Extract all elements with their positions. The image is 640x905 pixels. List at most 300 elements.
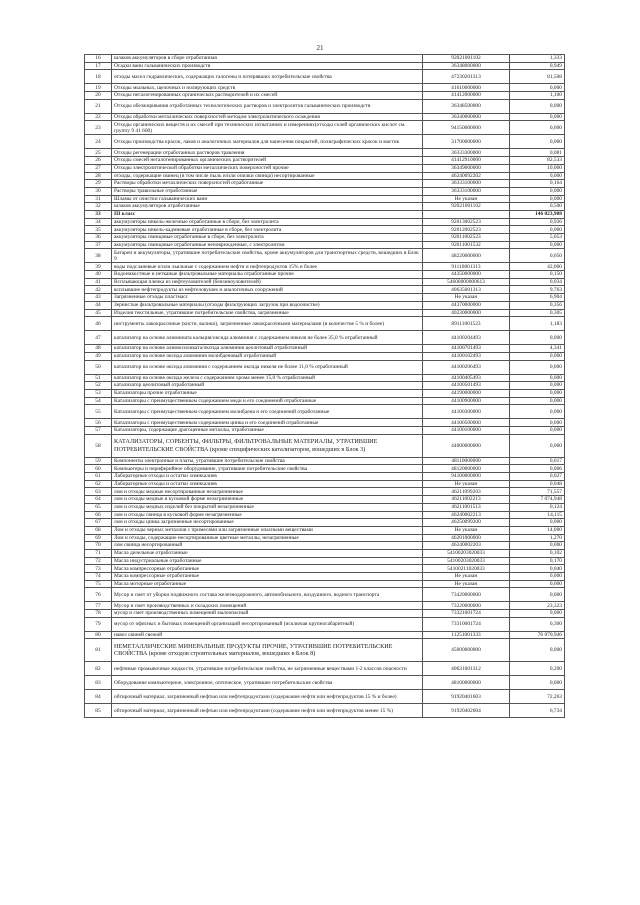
table-row	[85, 345, 565, 353]
waste-name: лом и отходы медные несортированные незагрязненные	[112, 488, 423, 496]
fkko-code: 73310001724	[423, 617, 510, 631]
waste-name: инструменты лакокрасочные (кисти, валики), загрязненные лакокрасочными материалами (в количестве 5 % и более)	[112, 317, 423, 331]
row-number: 80	[85, 631, 112, 639]
waste-name: Лабораторные отходы и остатки химикалиев	[112, 473, 423, 481]
row-number: 68	[85, 526, 112, 534]
fkko-code: 94150000000	[423, 121, 510, 135]
fkko-code: 44100701493	[423, 345, 510, 353]
waste-name: шлаков аккумуляторов в сборе отработанная	[112, 55, 423, 63]
table-row	[85, 419, 565, 427]
waste-amount: 146 023,908	[510, 210, 565, 218]
waste-amount: 0,300	[510, 617, 565, 631]
row-number: 53	[85, 389, 112, 397]
waste-name: катализатор цеолитовый отработанный	[112, 382, 423, 390]
waste-name: лом и отходы цинка загрязненные несортированные	[112, 519, 423, 527]
waste-name: Отходы регенерации отработанных растворов травления	[112, 149, 423, 157]
fkko-code: 94100000000	[423, 473, 510, 481]
fkko-code: 91920401603	[423, 690, 510, 704]
waste-amount: 0,006	[510, 465, 565, 473]
table-row	[85, 331, 565, 345]
row-number: 42	[85, 286, 112, 294]
waste-amount: 0,124	[510, 503, 565, 511]
waste-amount: 0,170	[510, 557, 565, 565]
row-number: 75	[85, 580, 112, 588]
row-number: 79	[85, 617, 112, 631]
waste-name: НЕМЕТАЛЛИЧЕСКИЕ МИНЕРАЛЬНЫЕ ПРОДУКТЫ ПРОЧИЕ, УТРАТИВШИЕ ПОТРЕБИТЕЛЬСКИЕ СВОЙСТВА (кроме отходов строительных материалов, вошедших в Блок 8)	[112, 639, 423, 662]
waste-amount: 0,034	[510, 278, 565, 286]
row-number: 45	[85, 309, 112, 317]
waste-name: Масла моторные отработанные	[112, 580, 423, 588]
waste-name: обтирочный материал, загрязненный нефтью или нефтепродуктами (содержание нефти или нефтепродуктов 15 % и более)	[112, 690, 423, 704]
row-number: 83	[85, 676, 112, 690]
waste-amount: 0,027	[510, 473, 565, 481]
waste-amount: 0,305	[510, 309, 565, 317]
row-number: 17	[85, 62, 112, 70]
fkko-code: 44100204493	[423, 331, 510, 345]
table-row	[85, 157, 565, 165]
row-number: 59	[85, 457, 112, 465]
waste-name: Батареи и аккумуляторы, утратившие потребительские свойства, кроме аккумуляторов для транспортных средств, вошедших в Блок 9	[112, 249, 423, 263]
waste-amount: 14,115	[510, 511, 565, 519]
row-number: 54	[85, 397, 112, 405]
table-row	[85, 286, 565, 294]
waste-name: лом свинца несортированный	[112, 542, 423, 550]
fkko-code: 46240002203	[423, 542, 510, 550]
waste-amount: 0,048	[510, 480, 565, 488]
table-row	[85, 84, 565, 92]
waste-amount: 0,040	[510, 565, 565, 573]
fkko-code: 92013002523	[423, 218, 510, 226]
fkko-code: 36348000000	[423, 62, 510, 70]
waste-name: мусор от офисных и бытовых помещений организаций несортированный (исключая крупногабаритный)	[112, 617, 423, 631]
waste-name: Растворы травильные отработанные	[112, 187, 423, 195]
waste-name: катализатор на основе алюмината кальция/оксида алюминия с содержанием никеля не более 35,0 % отработанный	[112, 331, 423, 345]
table-row	[85, 149, 565, 157]
row-number: 18	[85, 70, 112, 84]
table-row	[85, 389, 565, 397]
row-number: 47	[85, 331, 112, 345]
fkko-code	[423, 210, 510, 218]
fkko-code: 47230201313	[423, 70, 510, 84]
waste-name: обтирочный материал, загрязненный нефтью или нефтепродуктами (содержание нефти или нефтепродуктов менее 15 %)	[112, 704, 423, 718]
waste-name: Отходы обезжиривания отработанных технологических растворов и электролитов гальванических производств	[112, 99, 423, 113]
table-row	[85, 465, 565, 473]
row-number: 24	[85, 135, 112, 149]
waste-name: Изделия текстильные, утратившие потребительские свойства, загрязненные	[112, 309, 423, 317]
fkko-code: Не указан	[423, 480, 510, 488]
row-number: 55	[85, 405, 112, 419]
fkko-code: 48100000000	[423, 676, 510, 690]
table-row	[85, 234, 565, 242]
fkko-code: Не указан	[423, 294, 510, 302]
row-number: 48	[85, 345, 112, 353]
row-number: 77	[85, 602, 112, 610]
fkko-code: 91110001313	[423, 263, 510, 271]
table-row	[85, 374, 565, 382]
waste-name: Растворы обработки металлических поверхностей отработанные	[112, 180, 423, 188]
table-row	[85, 631, 565, 639]
waste-name: Мусор и смет производственных и складских помещений	[112, 602, 423, 610]
row-number: 36	[85, 234, 112, 242]
table-row	[85, 511, 565, 519]
waste-name: аккумуляторы никель-железные отработанные в сборе, без электролита	[112, 218, 423, 226]
row-number: 72	[85, 557, 112, 565]
row-number: 41	[85, 278, 112, 286]
waste-name: аккумуляторы свинцовые отработанные неповрежденные, с электролитом	[112, 241, 423, 249]
waste-amount: 0,000	[510, 405, 565, 419]
waste-amount: 0,000	[510, 121, 565, 135]
row-number: 62	[85, 480, 112, 488]
row-number: 67	[85, 519, 112, 527]
waste-amount: 0,000	[510, 241, 565, 249]
fkko-code: 44100300000	[423, 405, 510, 419]
waste-name: Отходы производства красок, лаков и аналогичных материалов для нанесения покрытий, полиграфических красок и мастик	[112, 135, 423, 149]
fkko-code: 54600000000613	[423, 278, 510, 286]
table-row	[85, 542, 565, 550]
table-row	[85, 480, 565, 488]
row-number: 71	[85, 549, 112, 557]
row-number: 49	[85, 352, 112, 360]
waste-name: Отходы мыльных, щелочных и полирующих средств	[112, 84, 423, 92]
waste-name: Катализаторы с преимущественным содержанием меди и его соединений отработанные	[112, 397, 423, 405]
waste-amount: 0,500	[510, 203, 565, 211]
waste-name: Отходы негалогенированных органических растворителей и их смесей	[112, 92, 423, 100]
table-row	[85, 602, 565, 610]
waste-amount: 0,150	[510, 271, 565, 279]
waste-name: Загрязненные отходы пластмасс	[112, 294, 423, 302]
waste-name: Лабораторные отходы и остатки химикалиев	[112, 480, 423, 488]
waste-amount: 7 074,948	[510, 496, 565, 504]
row-number: 61	[85, 473, 112, 481]
waste-name: Масла индустриальные отработанные	[112, 557, 423, 565]
row-number: 65	[85, 503, 112, 511]
table-row	[85, 172, 565, 180]
waste-name: Отходы органических веществ и их смесей при технических испытаниях и измерениях(отходы солей органических кислот см. группу 9 41 600)	[112, 121, 423, 135]
table-row	[85, 278, 565, 286]
table-row	[85, 164, 565, 172]
table-row	[85, 676, 565, 690]
row-number: 82	[85, 662, 112, 676]
waste-name: Оборудование компьютерное, электронное, оптическое, утратившее потребительские свойства	[112, 676, 423, 690]
waste-amount: 4,341	[510, 345, 565, 353]
table-row	[85, 690, 565, 704]
fkko-code: 92021001102	[423, 55, 510, 63]
waste-amount: 0,000	[510, 360, 565, 374]
waste-name: нефтяные промывочные жидкости, утратившие потребительские свойства, не загрязненные веществами 1-2 классов опасности	[112, 662, 423, 676]
fkko-code: 91920402604	[423, 704, 510, 718]
row-number: 50	[85, 360, 112, 374]
waste-amount: 0,000	[510, 352, 565, 360]
table-row	[85, 662, 565, 676]
table-row	[85, 519, 565, 527]
table-row	[85, 249, 565, 263]
fkko-code: 92012002523	[423, 226, 510, 234]
waste-amount: 81,508	[510, 70, 565, 84]
waste-name: Отходы обработки металлических поверхностей методом электролитического осаждения	[112, 113, 423, 121]
table-row	[85, 317, 565, 331]
table-row	[85, 639, 565, 662]
waste-name: III класс	[112, 210, 423, 218]
fkko-code: 44190000000	[423, 389, 510, 397]
table-row	[85, 55, 565, 63]
waste-name: аккумуляторы свинцовые отработанные в сборе, без электролита	[112, 234, 423, 242]
waste-amount: 0,081	[510, 149, 565, 157]
waste-amount: 5,053	[510, 234, 565, 242]
fkko-code: 46211099203	[423, 488, 510, 496]
table-row	[85, 226, 565, 234]
fkko-code: 44100100000	[423, 427, 510, 435]
fkko-code: Не указан	[423, 195, 510, 203]
waste-name: Осадки ванн гальванических производств	[112, 62, 423, 70]
table-row	[85, 187, 565, 195]
table-row	[85, 99, 565, 113]
waste-amount: 76 070,946	[510, 631, 565, 639]
table-row	[85, 301, 565, 309]
table-row	[85, 473, 565, 481]
fkko-code: 44100500000	[423, 419, 510, 427]
table-row	[85, 457, 565, 465]
waste-name: Отходы смесей негалогенированных органических растворителей	[112, 157, 423, 165]
table-row	[85, 397, 565, 405]
waste-amount: 0,000	[510, 382, 565, 390]
row-number: 56	[85, 419, 112, 427]
fkko-code: 48220000000	[423, 249, 510, 263]
waste-amount: 0,000	[510, 419, 565, 427]
waste-name: мусор и смет производственных помещений малоопасный	[112, 610, 423, 618]
waste-amount: 0,000	[510, 389, 565, 397]
row-number: 38	[85, 249, 112, 263]
waste-name: КАТАЛИЗАТОРЫ, СОРБЕНТЫ, ФИЛЬТРЫ, ФИЛЬТРОВАЛЬНЫЕ МАТЕРИАЛЫ, УТРАТИВШИЕ ПОТРЕБИТЕЛЬСКИЕ СВОЙСТВА (кроме специфических катализаторов, вошедших в Блок 3)	[112, 434, 423, 457]
waste-amount: 6,734	[510, 704, 565, 718]
row-number: 29	[85, 180, 112, 188]
row-number: 73	[85, 565, 112, 573]
waste-name: воды подсланевые и/или льяльные с содержанием нефти и нефтепродуктов 15% и более	[112, 263, 423, 271]
table-row	[85, 557, 565, 565]
fkko-code: 73420000000	[423, 588, 510, 602]
fkko-code: 48110000000	[423, 457, 510, 465]
row-number: 64	[85, 496, 112, 504]
waste-amount: 0,000	[510, 187, 565, 195]
row-number: 23	[85, 121, 112, 135]
row-number: 57	[85, 427, 112, 435]
fkko-code: 73321001724	[423, 610, 510, 618]
fkko-code: 41412910000	[423, 157, 510, 165]
waste-name: Масла дизельные отработанные	[112, 549, 423, 557]
waste-name: катализатор на основе оксида алюминия с содержанием оксида никеля не более 11,0 % отработанный	[112, 360, 423, 374]
table-row	[85, 526, 565, 534]
waste-amount: 1,183	[510, 317, 565, 331]
waste-amount: 71,557	[510, 488, 565, 496]
table-row	[85, 62, 565, 70]
row-number: 69	[85, 534, 112, 542]
waste-amount: 0,000	[510, 135, 565, 149]
waste-amount: 9,763	[510, 286, 565, 294]
fkko-code: 46201000000	[423, 534, 510, 542]
waste-amount: 0,000	[510, 397, 565, 405]
fkko-code: Не указан	[423, 573, 510, 581]
row-number: 37	[85, 241, 112, 249]
waste-amount: 0,000	[510, 195, 565, 203]
fkko-code: 54100203020033	[423, 557, 510, 565]
table-row	[85, 92, 565, 100]
fkko-code: 46240002213	[423, 511, 510, 519]
fkko-code: 31700000000	[423, 135, 510, 149]
table-row	[85, 121, 565, 135]
table-row	[85, 309, 565, 317]
fkko-code: 92021001102	[423, 203, 510, 211]
waste-amount: 10,000	[510, 164, 565, 172]
waste-name: Компоненты электронные и платы, утратившие потребительские свойства	[112, 457, 423, 465]
waste-name: Отходы электролитической обработки металлических поверхностей прочие	[112, 164, 423, 172]
waste-table-body	[85, 55, 565, 718]
waste-name: Водоемкостные и нетканые фильтровальные материалы отработанные прочие	[112, 271, 423, 279]
table-row	[85, 565, 565, 573]
waste-amount: 9,000	[510, 610, 565, 618]
row-number: 66	[85, 511, 112, 519]
table-row	[85, 704, 565, 718]
waste-amount: 0,164	[510, 180, 565, 188]
fkko-code: 36333100000	[423, 180, 510, 188]
fkko-code: Не указан	[423, 526, 510, 534]
fkko-code: 44100102493	[423, 352, 510, 360]
row-number: 27	[85, 164, 112, 172]
row-number: 30	[85, 187, 112, 195]
waste-name: навоз свиней свежий	[112, 631, 423, 639]
table-row	[85, 427, 565, 435]
fkko-code: 44100501493	[423, 382, 510, 390]
fkko-code: 54100203020033	[423, 549, 510, 557]
waste-amount: 0,000	[510, 172, 565, 180]
table-row	[85, 588, 565, 602]
waste-name: Шламы от очистки гальванических ванн	[112, 195, 423, 203]
row-number: 60	[85, 465, 112, 473]
waste-amount: 0,000	[510, 226, 565, 234]
fkko-code: 11251001333	[423, 631, 510, 639]
fkko-code: 36333100000	[423, 187, 510, 195]
row-number: 26	[85, 157, 112, 165]
table-row	[85, 434, 565, 457]
fkko-code: 92011002523	[423, 234, 510, 242]
table-row	[85, 503, 565, 511]
waste-name: отходы, содержащие свинец (в том числе пыль и/или опилки свинца) несортированные	[112, 172, 423, 180]
row-number: 25	[85, 149, 112, 157]
waste-name: Катализаторы прочие отработанные	[112, 389, 423, 397]
page-number: 21	[316, 44, 324, 52]
waste-amount: 0,949	[510, 62, 565, 70]
row-number: 33	[85, 210, 112, 218]
waste-amount: 72,263	[510, 690, 565, 704]
table-row	[85, 70, 565, 84]
fkko-code: 44100900000	[423, 397, 510, 405]
table-row	[85, 496, 565, 504]
fkko-code: 46211001513	[423, 503, 510, 511]
waste-amount: 0,050	[510, 249, 565, 263]
table-row	[85, 382, 565, 390]
fkko-code: 36340000000	[423, 113, 510, 121]
row-number: 28	[85, 172, 112, 180]
waste-name: Мусор и смет от уборки подвижного состава железнодорожного, автомобильного, воздушного, водного транспорта	[112, 588, 423, 602]
waste-name: шлаков аккумуляторов отработанные	[112, 203, 423, 211]
waste-name: Катализаторы с преимущественным содержанием цинка и его соединений отработанные	[112, 419, 423, 427]
waste-name: Масла компрессорные отработанные	[112, 573, 423, 581]
waste-name: Лом и отходы, содержащие несортированные цветные металлы, незагрязненные	[112, 534, 423, 542]
fkko-code: 40631001312	[423, 662, 510, 676]
table-row	[85, 210, 565, 218]
table-row	[85, 195, 565, 203]
waste-name: всплывшие нефтепродукты из нефтеловушек и аналогичных сооружений	[112, 286, 423, 294]
table-row	[85, 135, 565, 149]
waste-amount: 42,000	[510, 263, 565, 271]
table-row	[85, 617, 565, 631]
waste-amount: 1,270	[510, 534, 565, 542]
table-row	[85, 271, 565, 279]
row-number: 32	[85, 203, 112, 211]
table-row	[85, 405, 565, 419]
table-row	[85, 580, 565, 588]
fkko-code: 54100211020033	[423, 565, 510, 573]
waste-name: Лом и отходы черных металлов с примесями или загрязненные опасными веществами	[112, 526, 423, 534]
row-number: 31	[85, 195, 112, 203]
waste-name: Всплывающая пленка из нефтеуловителей (бензиноуловителей)	[112, 278, 423, 286]
waste-amount: 0,000	[510, 113, 565, 121]
fkko-code: 40230000000	[423, 309, 510, 317]
fkko-code: 36348500000	[423, 99, 510, 113]
row-number: 35	[85, 226, 112, 234]
fkko-code: 44370000000	[423, 301, 510, 309]
waste-amount: 0,356	[510, 301, 565, 309]
row-number: 85	[85, 704, 112, 718]
row-number: 21	[85, 99, 112, 113]
waste-amount: 0,936	[510, 218, 565, 226]
waste-amount: 0,000	[510, 580, 565, 588]
waste-amount: 0,000	[510, 519, 565, 527]
row-number: 74	[85, 573, 112, 581]
waste-amount: 0,102	[510, 549, 565, 557]
row-number: 63	[85, 488, 112, 496]
waste-amount: 0,000	[510, 374, 565, 382]
table-row	[85, 241, 565, 249]
waste-name: Катализаторы с преимущественным содержанием молибдена и его соединений отработанные	[112, 405, 423, 419]
waste-amount: 0,000	[510, 434, 565, 457]
waste-amount: 0,000	[510, 639, 565, 662]
table-row	[85, 218, 565, 226]
waste-amount: 0,000	[510, 99, 565, 113]
waste-amount: 0,000	[510, 84, 565, 92]
table-row	[85, 534, 565, 542]
table-row	[85, 573, 565, 581]
row-number: 43	[85, 294, 112, 302]
waste-amount: 0,200	[510, 662, 565, 676]
waste-amount: 14,000	[510, 526, 565, 534]
waste-name: катализатор на основе оксида железа с содержанием хрома менее 15,0 % отработанный	[112, 374, 423, 382]
table-row	[85, 294, 565, 302]
waste-name: отходы масел гидравлических, содержащих галогены и потерявших потребительские свойства	[112, 70, 423, 84]
waste-amount: 1,100	[510, 92, 565, 100]
fkko-code: 48120000000	[423, 465, 510, 473]
waste-amount: 6,904	[510, 294, 565, 302]
fkko-code: 44100206493	[423, 360, 510, 374]
row-number: 76	[85, 588, 112, 602]
row-number: 81	[85, 639, 112, 662]
row-number: 44	[85, 301, 112, 309]
table-row	[85, 549, 565, 557]
row-number: 16	[85, 55, 112, 63]
row-number: 84	[85, 690, 112, 704]
fkko-code: 46240092202	[423, 172, 510, 180]
row-number: 52	[85, 382, 112, 390]
fkko-code: 92011001532	[423, 241, 510, 249]
row-number: 46	[85, 317, 112, 331]
